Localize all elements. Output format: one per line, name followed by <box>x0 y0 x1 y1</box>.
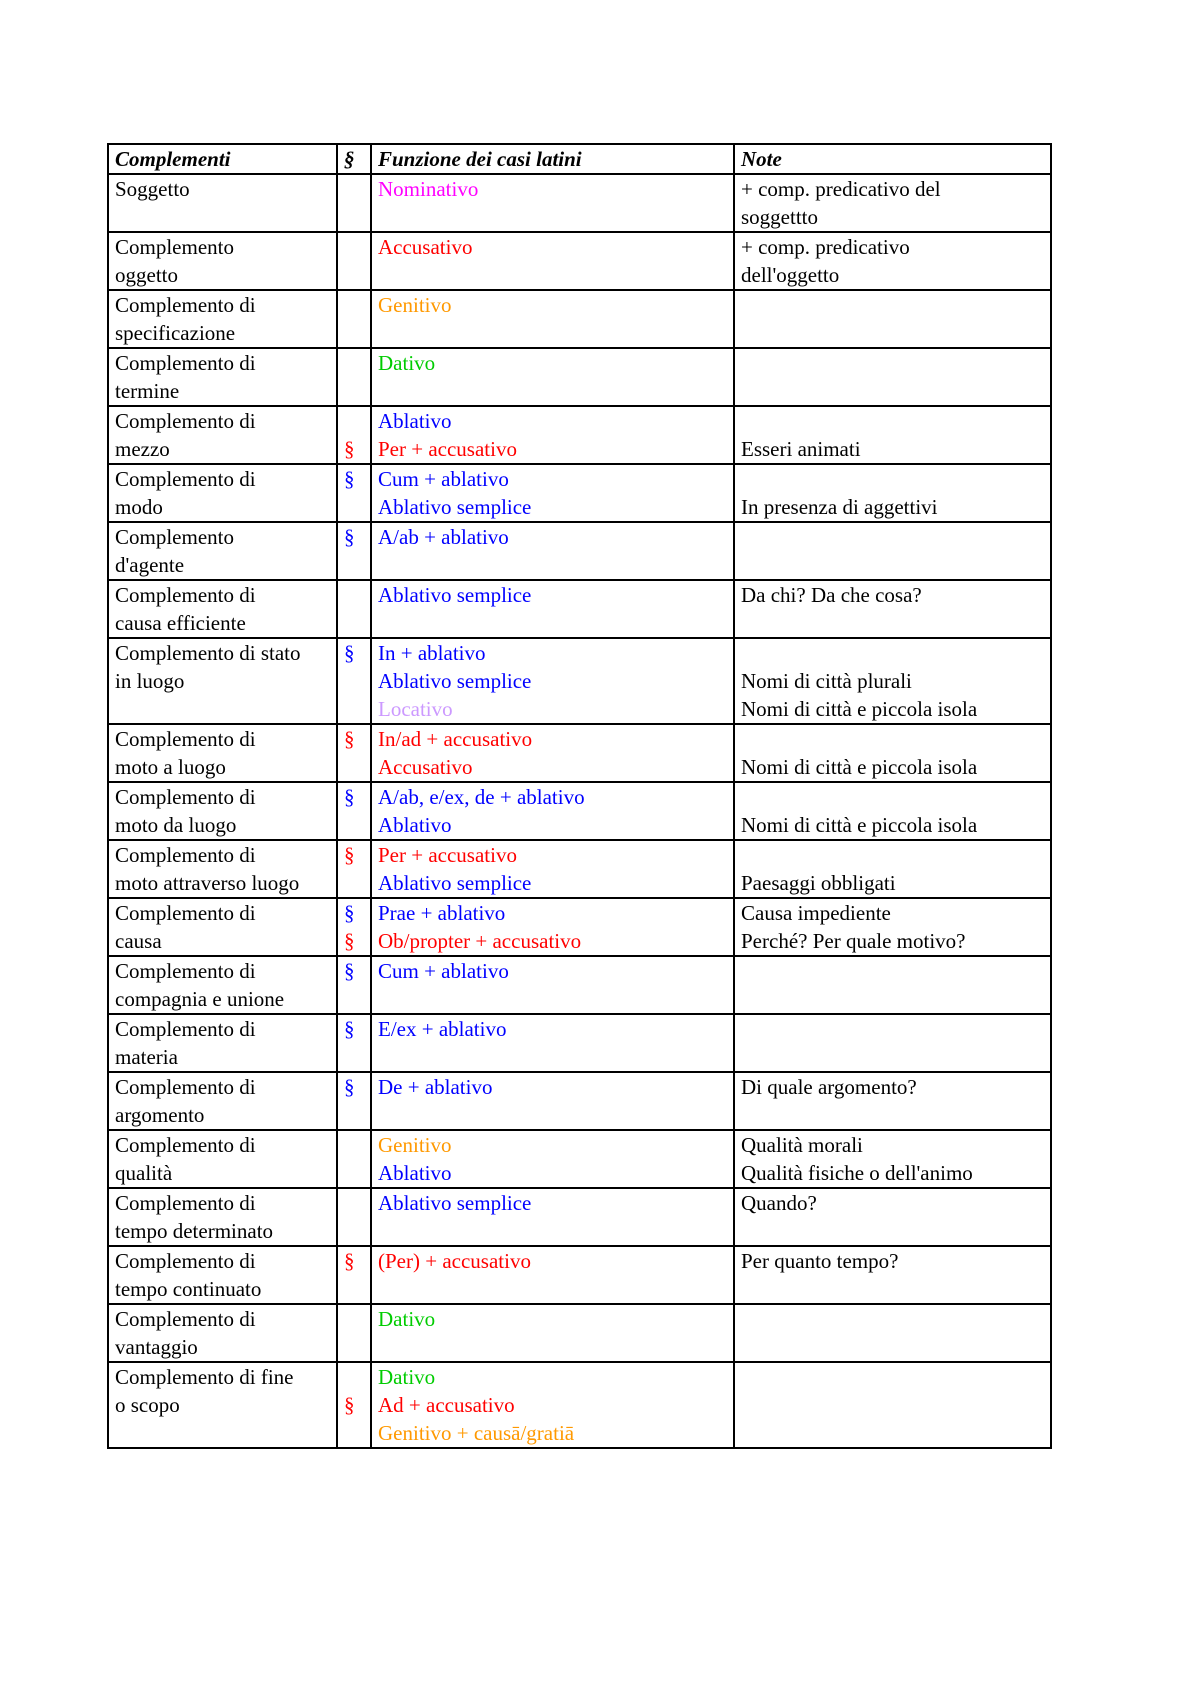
case-function-line: (Per) + accusativo <box>378 1249 531 1273</box>
complemento-name-line: Complemento di <box>115 1075 256 1099</box>
section-mark-cell <box>337 1246 371 1304</box>
complemento-name-line: Soggetto <box>115 177 190 201</box>
section-mark <box>344 493 364 521</box>
note-cell <box>734 580 1051 638</box>
header-section: § <box>337 144 371 174</box>
complemento-name-line: qualità <box>115 1161 173 1185</box>
document-page <box>107 143 1052 1449</box>
complemento-name-line: termine <box>115 379 180 403</box>
funzione-cell <box>371 898 734 956</box>
complemento-name-line: materia <box>115 1045 178 1069</box>
table-row <box>108 1072 1051 1130</box>
note-line: Qualità fisiche o dell'animo <box>741 1161 973 1185</box>
complemento-cell <box>108 1130 337 1188</box>
complemento-name-line: tempo determinato <box>115 1219 274 1243</box>
complemento-name-line: tempo continuato <box>115 1277 262 1301</box>
section-mark <box>344 581 364 609</box>
section-mark: § <box>344 727 355 751</box>
section-mark: § <box>344 641 355 665</box>
note-line <box>741 1363 1044 1391</box>
funzione-cell <box>371 1188 734 1246</box>
complemento-cell <box>108 464 337 522</box>
section-mark: § <box>344 959 355 983</box>
complemento-name-line: Complemento di <box>115 409 256 433</box>
complemento-name-line: moto attraverso luogo <box>115 871 300 895</box>
case-function-line: Prae + ablativo <box>378 901 506 925</box>
note-line: Quando? <box>741 1191 817 1215</box>
funzione-cell <box>371 174 734 232</box>
case-function-line: Ablativo <box>378 409 452 433</box>
note-line: Causa impediente <box>741 901 891 925</box>
note-cell <box>734 1130 1051 1188</box>
complemento-cell <box>108 406 337 464</box>
case-function-line: Dativo <box>378 1307 436 1331</box>
case-function-line: Ablativo semplice <box>378 1191 532 1215</box>
note-line: Nomi di città plurali <box>741 669 912 693</box>
complemento-cell <box>108 174 337 232</box>
funzione-cell <box>371 1362 734 1448</box>
complemento-name-line: modo <box>115 495 163 519</box>
note-line: Esseri animati <box>741 437 861 461</box>
case-function-line: In + ablativo <box>378 641 486 665</box>
complemento-cell <box>108 1014 337 1072</box>
complemento-name-line: Complemento di <box>115 583 256 607</box>
case-function-line: A/ab, e/ex, de + ablativo <box>378 785 585 809</box>
note-cell <box>734 522 1051 580</box>
complemento-cell <box>108 898 337 956</box>
note-cell <box>734 1014 1051 1072</box>
note-cell <box>734 898 1051 956</box>
funzione-cell <box>371 580 734 638</box>
section-mark-cell <box>337 522 371 580</box>
complemento-name-line: in luogo <box>115 669 185 693</box>
complemento-name-line: Complemento di <box>115 1133 256 1157</box>
note-cell <box>734 232 1051 290</box>
case-function-line: Genitivo <box>378 293 452 317</box>
note-line: Nomi di città e piccola isola <box>741 697 978 721</box>
complemento-name-line: Complemento di <box>115 467 256 491</box>
complemento-cell <box>108 1362 337 1448</box>
funzione-cell <box>371 956 734 1014</box>
complemento-name-line: argomento <box>115 1103 205 1127</box>
table-row <box>108 1304 1051 1362</box>
complemento-cell <box>108 724 337 782</box>
funzione-cell <box>371 1072 734 1130</box>
case-function-line: Ad + accusativo <box>378 1393 515 1417</box>
note-line <box>741 725 1044 753</box>
case-function-line: Nominativo <box>378 177 479 201</box>
note-cell <box>734 724 1051 782</box>
note-line: Nomi di città e piccola isola <box>741 755 978 779</box>
funzione-cell <box>371 1304 734 1362</box>
case-function-line: Genitivo + causā/gratiā <box>378 1421 575 1445</box>
note-line <box>741 1305 1044 1333</box>
latin-cases-table <box>107 143 1052 1449</box>
note-cell <box>734 1072 1051 1130</box>
complemento-name-line: Complemento di <box>115 293 256 317</box>
note-cell <box>734 782 1051 840</box>
funzione-cell <box>371 1014 734 1072</box>
note-cell <box>734 348 1051 406</box>
complemento-name-line: causa <box>115 929 162 953</box>
note-cell <box>734 1188 1051 1246</box>
table-row <box>108 1246 1051 1304</box>
complemento-name-line: Complemento di fine <box>115 1365 294 1389</box>
table-body <box>108 174 1051 1448</box>
funzione-cell <box>371 1246 734 1304</box>
case-function-line: Cum + ablativo <box>378 959 509 983</box>
complemento-name-line: causa efficiente <box>115 611 246 635</box>
case-function-line: Ablativo semplice <box>378 495 532 519</box>
case-function-line: Per + accusativo <box>378 843 517 867</box>
section-mark-cell <box>337 406 371 464</box>
table-row <box>108 1362 1051 1448</box>
note-line <box>741 523 1044 551</box>
table-row <box>108 840 1051 898</box>
table-row <box>108 898 1051 956</box>
complemento-name-line: Complemento di <box>115 959 256 983</box>
case-function-line: Accusativo <box>378 755 473 779</box>
note-line: In presenza di aggettivi <box>741 495 938 519</box>
complemento-cell <box>108 232 337 290</box>
complemento-cell <box>108 522 337 580</box>
section-mark-cell <box>337 174 371 232</box>
complemento-name-line: d'agente <box>115 553 185 577</box>
header-funzione: Funzione dei casi latini <box>371 144 734 174</box>
complemento-cell <box>108 348 337 406</box>
note-cell <box>734 1362 1051 1448</box>
note-line: Per quanto tempo? <box>741 1249 899 1273</box>
note-line <box>741 957 1044 985</box>
complemento-name-line: compagnia e unione <box>115 987 285 1011</box>
note-line: Di quale argomento? <box>741 1075 917 1099</box>
section-mark <box>344 1131 364 1159</box>
section-mark <box>344 175 364 203</box>
section-mark: § <box>344 785 355 809</box>
note-cell <box>734 174 1051 232</box>
section-mark-cell <box>337 898 371 956</box>
section-mark-cell <box>337 1188 371 1246</box>
note-line: + comp. predicativo del <box>741 177 941 201</box>
note-line: Perché? Per quale motivo? <box>741 929 966 953</box>
case-function-line: E/ex + ablativo <box>378 1017 507 1041</box>
funzione-cell <box>371 782 734 840</box>
note-line <box>741 639 1044 667</box>
section-mark-cell <box>337 1130 371 1188</box>
note-cell <box>734 956 1051 1014</box>
note-line <box>741 841 1044 869</box>
note-line: + comp. predicativo <box>741 235 910 259</box>
funzione-cell <box>371 638 734 724</box>
note-cell <box>734 1304 1051 1362</box>
section-mark-cell <box>337 1304 371 1362</box>
case-function-line: Dativo <box>378 351 436 375</box>
complemento-name-line: Complemento di <box>115 351 256 375</box>
section-mark-cell <box>337 782 371 840</box>
case-function-line: Ob/propter + accusativo <box>378 929 582 953</box>
complemento-cell <box>108 290 337 348</box>
complemento-cell <box>108 1304 337 1362</box>
complemento-name-line: moto a luogo <box>115 755 226 779</box>
section-mark: § <box>344 929 355 953</box>
note-cell <box>734 406 1051 464</box>
section-mark: § <box>344 1075 355 1099</box>
section-mark-cell <box>337 1014 371 1072</box>
section-mark: § <box>344 525 355 549</box>
funzione-cell <box>371 840 734 898</box>
complemento-cell <box>108 840 337 898</box>
case-function-line: Ablativo semplice <box>378 669 532 693</box>
section-mark: § <box>344 843 355 867</box>
table-row <box>108 174 1051 232</box>
complemento-name-line: Complemento di <box>115 1249 256 1273</box>
note-cell <box>734 638 1051 724</box>
complemento-cell <box>108 638 337 724</box>
section-mark: § <box>344 1249 355 1273</box>
section-mark-cell <box>337 348 371 406</box>
case-function-line: Locativo <box>378 697 453 721</box>
table-row <box>108 290 1051 348</box>
funzione-cell <box>371 724 734 782</box>
section-mark-cell <box>337 724 371 782</box>
case-function-line: Ablativo <box>378 1161 452 1185</box>
note-line: Paesaggi obbligati <box>741 871 896 895</box>
complemento-name-line: oggetto <box>115 263 178 287</box>
funzione-cell <box>371 522 734 580</box>
complemento-name-line: Complemento di <box>115 1307 256 1331</box>
case-function-line: Accusativo <box>378 235 473 259</box>
table-row <box>108 406 1051 464</box>
note-cell <box>734 840 1051 898</box>
note-line <box>741 349 1044 377</box>
funzione-cell <box>371 406 734 464</box>
table-row <box>108 724 1051 782</box>
table-header-row <box>108 144 1051 174</box>
section-mark <box>344 233 364 261</box>
funzione-cell <box>371 1130 734 1188</box>
case-function-line: Ablativo <box>378 813 452 837</box>
case-function-line: Dativo <box>378 1365 436 1389</box>
section-mark <box>344 407 364 435</box>
funzione-cell <box>371 464 734 522</box>
case-function-line: Ablativo semplice <box>378 583 532 607</box>
note-line <box>741 407 1044 435</box>
section-mark: § <box>344 901 355 925</box>
case-function-line: Cum + ablativo <box>378 467 509 491</box>
case-function-line: In/ad + accusativo <box>378 727 533 751</box>
complemento-cell <box>108 1246 337 1304</box>
note-line: dell'oggetto <box>741 263 840 287</box>
complemento-name-line: Complemento <box>115 525 234 549</box>
header-note: Note <box>734 144 1051 174</box>
complemento-name-line: Complemento <box>115 235 234 259</box>
complemento-name-line: Complemento di <box>115 901 256 925</box>
table-row <box>108 1188 1051 1246</box>
complemento-cell <box>108 1072 337 1130</box>
table-row <box>108 1130 1051 1188</box>
complemento-name-line: specificazione <box>115 321 236 345</box>
section-mark: § <box>344 467 355 491</box>
section-mark <box>344 1189 364 1217</box>
complemento-name-line: Complemento di <box>115 1191 256 1215</box>
note-line: Qualità morali <box>741 1133 863 1157</box>
note-line: Nomi di città e piccola isola <box>741 813 978 837</box>
case-function-line: A/ab + ablativo <box>378 525 509 549</box>
section-mark <box>344 349 364 377</box>
complemento-name-line: Complemento di stato <box>115 641 301 665</box>
note-line: Da chi? Da che cosa? <box>741 583 922 607</box>
complemento-cell <box>108 956 337 1014</box>
section-mark-cell <box>337 638 371 724</box>
section-mark-cell <box>337 840 371 898</box>
table-row <box>108 522 1051 580</box>
table-row <box>108 782 1051 840</box>
note-line <box>741 465 1044 493</box>
table-row <box>108 348 1051 406</box>
case-function-line: Genitivo <box>378 1133 452 1157</box>
section-mark-cell <box>337 956 371 1014</box>
note-cell <box>734 290 1051 348</box>
funzione-cell <box>371 290 734 348</box>
complemento-cell <box>108 782 337 840</box>
complemento-name-line: Complemento di <box>115 727 256 751</box>
section-mark <box>344 1305 364 1333</box>
note-line <box>741 291 1044 319</box>
table-row <box>108 580 1051 638</box>
table-row <box>108 464 1051 522</box>
table-row <box>108 638 1051 724</box>
complemento-cell <box>108 580 337 638</box>
section-mark <box>344 291 364 319</box>
section-mark: § <box>344 1017 355 1041</box>
note-line <box>741 1015 1044 1043</box>
table-row <box>108 1014 1051 1072</box>
table-row <box>108 956 1051 1014</box>
complemento-cell <box>108 1188 337 1246</box>
section-mark-cell <box>337 1072 371 1130</box>
note-cell <box>734 464 1051 522</box>
case-function-line: De + ablativo <box>378 1075 493 1099</box>
section-mark: § <box>344 437 355 461</box>
complemento-name-line: mezzo <box>115 437 170 461</box>
case-function-line: Per + accusativo <box>378 437 517 461</box>
section-mark <box>344 1363 364 1391</box>
note-cell <box>734 1246 1051 1304</box>
table-row <box>108 232 1051 290</box>
funzione-cell <box>371 232 734 290</box>
complemento-name-line: moto da luogo <box>115 813 237 837</box>
complemento-name-line: o scopo <box>115 1393 180 1417</box>
note-line: soggettto <box>741 205 818 229</box>
section-mark-cell <box>337 1362 371 1448</box>
complemento-name-line: Complemento di <box>115 785 256 809</box>
case-function-line: Ablativo semplice <box>378 871 532 895</box>
section-mark-cell <box>337 464 371 522</box>
complemento-name-line: Complemento di <box>115 843 256 867</box>
note-line <box>741 783 1044 811</box>
section-mark-cell <box>337 580 371 638</box>
section-mark-cell <box>337 232 371 290</box>
funzione-cell <box>371 348 734 406</box>
complemento-name-line: Complemento di <box>115 1017 256 1041</box>
complemento-name-line: vantaggio <box>115 1335 198 1359</box>
section-mark: § <box>344 1393 355 1417</box>
header-complementi: Complementi <box>108 144 337 174</box>
section-mark-cell <box>337 290 371 348</box>
